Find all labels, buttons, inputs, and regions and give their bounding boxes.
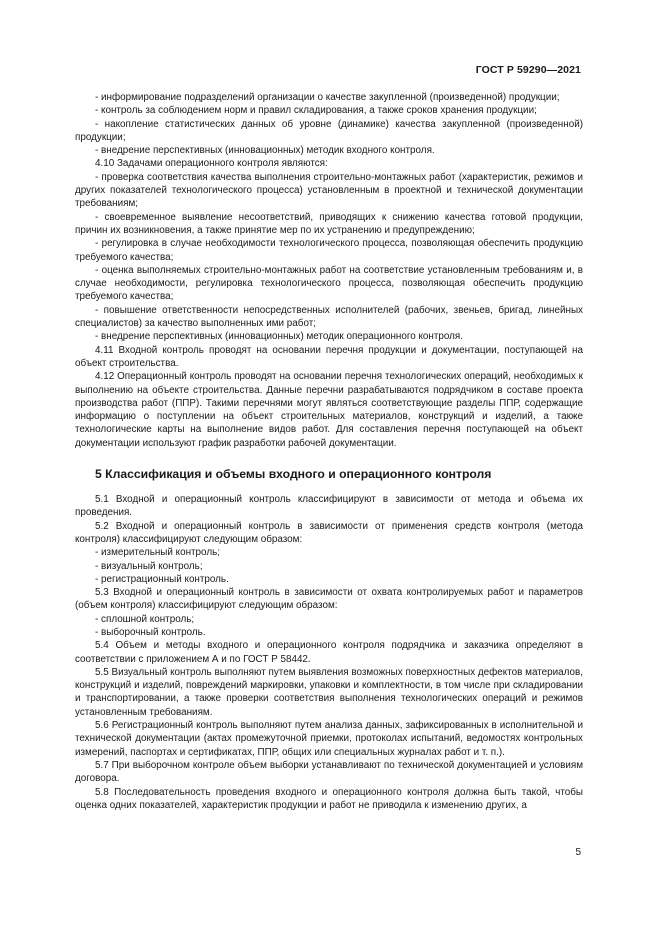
paragraph: 5.7 При выборочном контроле объем выборки устанавливают по технической документацией и условиям договора. [75, 759, 583, 785]
paragraph: - информирование подразделений организации о качестве закупленной (произведенной) продукции; [95, 92, 560, 103]
paragraph: 5.5 Визуальный контроль выполняют путем выявления возможных поверхностных дефектов материалов, конструкций и изделий, повреждений маркировки, упаковки и комплектности, в том числе при складировании и транспортировании, а также проверки соответствия выполнения технологических операций и режимов установленным требованиям. [75, 666, 583, 718]
paragraph: 5.8 Последовательность проведения входного и операционного контроля должна быть такой, чтобы оценка одних показателей, характеристик продукции и работ не приводила к изменению других, а [75, 786, 583, 811]
paragraph: - своевременное выявление несоответствий, приводящих к снижению качества готовой продукции, причин их возникновения, а также принятие мер по их устранению и предупреждению; [75, 211, 583, 236]
paragraph: 5.1 Входной и операционный контроль классифицируют в зависимости от метода и объема их проведения. [75, 494, 583, 519]
paragraph: - визуальный контроль; [95, 560, 203, 572]
paragraph: 5.4 Объем и методы входного и операционного контроля подрядчика и заказчика определяют в соответствии с приложением А и по ГОСТ Р 58442. [75, 640, 583, 665]
paragraph: - проверка соответствия качества выполнения строительно-монтажных работ (характеристик, режимов и других показателей технологического процесса) установленным в проектной и технической документации требованиям; [75, 171, 583, 210]
paragraph: - оценка выполняемых строительно-монтажных работ на соответствие установленным требованиям и, в случае необходимости, регулировка технологического процесса, позволяющая обеспечить продукцию требуемого качества; [75, 264, 583, 303]
paragraph: - регистрационный контроль. [95, 573, 229, 585]
paragraph: - внедрение перспективных (инновационных) методик входного контроля. [95, 145, 435, 157]
paragraph: - внедрение перспективных (инновационных) методик операционного контроля. [95, 331, 463, 343]
page-number: 5 [575, 847, 581, 858]
paragraph: 5.6 Регистрационный контроль выполняют путем анализа данных, зафиксированных в исполнительной и технической документации (актах промежуточной приемки, протоколах испытаний, ведомостях контрольных измерений, паспортах и сертификатах, ППР, общих или специальных журналах работ и т. п.). [75, 720, 583, 758]
paragraph: 5.2 Входной и операционный контроль в зависимости от применения средств контроля (метода контроля) классифицируют следующим образом: [75, 520, 583, 545]
paragraph: 4.11 Входной контроль проводят на основании перечня продукции и документации, поступающей на объект строительства. [75, 344, 583, 369]
page-body [75, 91, 583, 812]
paragraph: - контроль за соблюдением норм и правил складирования, а также сроков хранения продукции; [95, 105, 537, 117]
paragraph: - выборочный контроль. [95, 626, 206, 638]
paragraph: 5.3 Входной и операционный контроль в зависимости от охвата контролируемых работ и параметров (объем контроля) классифицируют следующим образом: [75, 587, 583, 612]
paragraph: - измерительный контроль; [95, 547, 220, 559]
paragraph: 4.10 Задачами операционного контроля являются: [95, 158, 328, 170]
section-heading: 5 Классификация и объемы входного и операционного контроля [95, 467, 492, 482]
paragraph: - регулировка в случае необходимости технологического процесса, позволяющая обеспечить продукцию требуемого качества; [75, 238, 583, 263]
block-tasks-4 [75, 91, 583, 450]
paragraph: - повышение ответственности непосредственных исполнителей (рабочих, звеньев, бригад, линейных специалистов) за качество выполненных ими работ; [75, 304, 583, 330]
document-header-id: ГОСТ Р 59290—2021 [475, 64, 581, 76]
paragraph: - сплошной контроль; [95, 613, 195, 625]
block-section-5 [75, 493, 583, 812]
paragraph: 4.12 Операционный контроль проводят на основании перечня технологических операций, необходимых к выполнению на объекте строительства. Данные перечни разрабатываются подрядчиком в составе проекта производства работ (ППР). Такими перечнями могут являться соответствующие разделы ППР, содержащие информацию о поступлении на объект строительных материалов, конструкций и изделий, а также технологические карты на выполнение видов работ. Для составления перечня поступающей на объект документации используют график разработки рабочей документации. [75, 371, 583, 449]
paragraph: - накопление статистических данных об уровне (динамике) качества закупленной (произведенной) продукции; [75, 118, 583, 143]
